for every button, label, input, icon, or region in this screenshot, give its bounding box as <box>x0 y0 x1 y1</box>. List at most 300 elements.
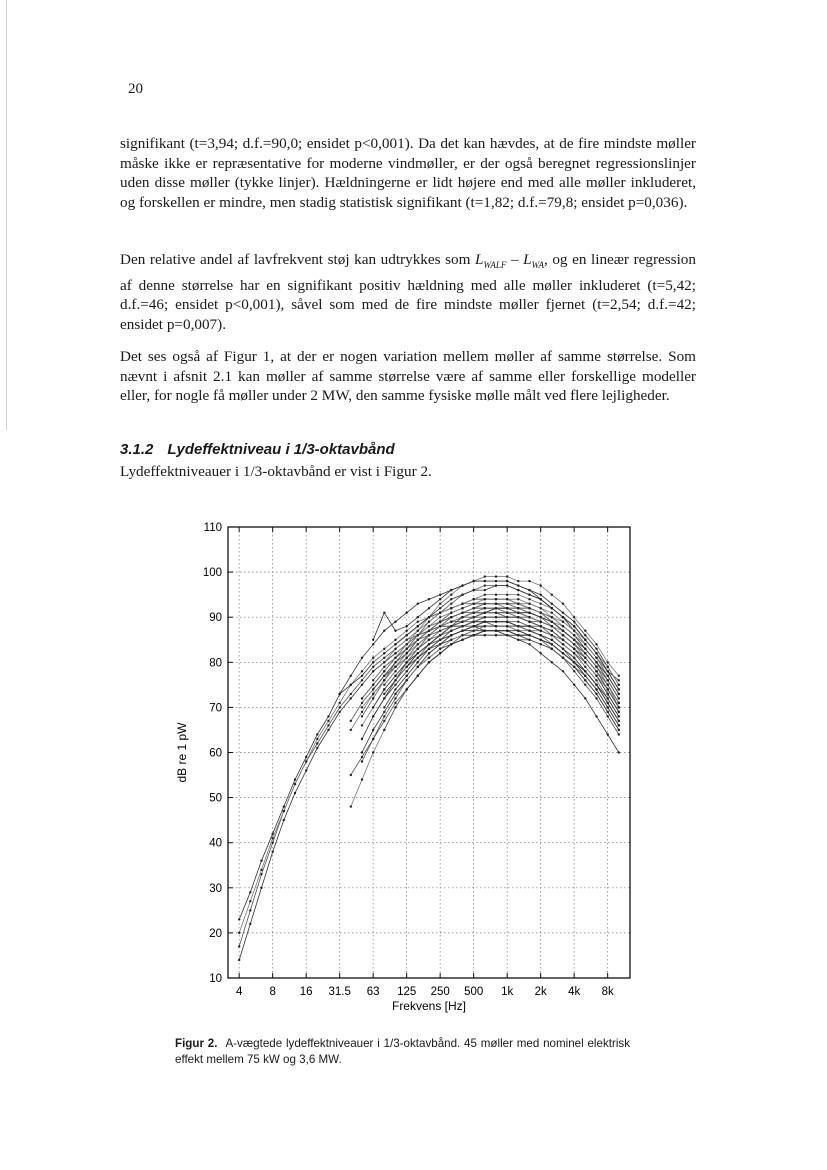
y-tick-label: 60 <box>209 747 222 760</box>
data-point <box>383 720 385 722</box>
chart-series-group <box>238 575 620 961</box>
data-point <box>595 697 597 699</box>
x-tick-label: 4 <box>235 986 243 998</box>
data-point <box>417 621 419 623</box>
data-point <box>339 702 341 704</box>
data-point <box>450 589 452 591</box>
data-point <box>595 661 597 663</box>
data-point <box>506 630 508 632</box>
paragraph-2-rest: , og en lineær regression af denne størrelse har en signifikant positiv hældning med alle møller inkluderet (t=5,42; d.f.=46; ensidet p<0,001), såvel som med de fire mindste møller fjernet (t=2,54; d.f.=42; ensidet p=0,007). <box>120 251 696 333</box>
data-point <box>249 909 251 911</box>
data-point <box>350 697 352 699</box>
data-point <box>327 715 329 717</box>
series-line <box>407 608 619 694</box>
data-point <box>406 643 408 645</box>
paragraph-3: Det ses også af Figur 1, at der er nogen variation mellem møller af samme størrelse. Som nævnt i afsnit 2.1 kan møller af samme størrelse være af samme eller forskellige modeller eller, for nogle få møller under 2 MW, den samme fysiske mølle målt ved flere lejligheder. <box>120 348 696 405</box>
data-point <box>417 652 419 654</box>
data-point <box>428 643 430 645</box>
data-point <box>439 621 441 623</box>
data-point <box>484 594 486 596</box>
data-point <box>584 643 586 645</box>
data-point <box>584 666 586 668</box>
data-point <box>484 598 486 600</box>
data-point <box>551 594 553 596</box>
data-point <box>562 621 564 623</box>
data-point <box>584 652 586 654</box>
data-point <box>350 774 352 776</box>
data-point <box>562 630 564 632</box>
data-point <box>517 584 519 586</box>
paragraph-2: Den relative andel af lavfrekvent støj kan udtrykkes som $L_{WALF} - L_{WA}$, og en lineær regression af denne størrelse har en signifikant positiv hældning med alle møller inkluderet (t=5,42; d.f.=46; ensidet p<0,001), såvel som med de fire mindste møller fjernet (t=2,54; d.f.=42; ensidet p=0,007). <box>120 251 696 333</box>
data-point <box>540 598 542 600</box>
data-point <box>361 778 363 780</box>
data-point <box>584 684 586 686</box>
data-point <box>439 594 441 596</box>
data-point <box>495 612 497 614</box>
data-point <box>484 616 486 618</box>
data-point <box>361 724 363 726</box>
data-point <box>417 603 419 605</box>
data-point <box>528 625 530 627</box>
data-point <box>473 589 475 591</box>
data-point <box>562 657 564 659</box>
data-point <box>439 634 441 636</box>
data-point <box>551 630 553 632</box>
data-point <box>517 634 519 636</box>
x-tick-label: 2k <box>534 986 547 998</box>
data-point <box>372 639 374 641</box>
data-point <box>339 706 341 708</box>
data-point <box>607 666 609 668</box>
data-point <box>562 634 564 636</box>
data-point <box>406 657 408 659</box>
data-point <box>595 652 597 654</box>
data-point <box>394 670 396 672</box>
data-point <box>428 598 430 600</box>
data-point <box>618 684 620 686</box>
data-point <box>528 643 530 645</box>
data-point <box>595 670 597 672</box>
data-point <box>595 643 597 645</box>
data-point <box>394 688 396 690</box>
data-point <box>361 751 363 753</box>
data-point <box>450 612 452 614</box>
data-point <box>506 594 508 596</box>
section-heading <box>120 441 395 458</box>
data-point <box>428 607 430 609</box>
data-point <box>428 616 430 618</box>
data-point <box>372 729 374 731</box>
data-point <box>528 634 530 636</box>
data-point <box>595 679 597 681</box>
data-point <box>461 625 463 627</box>
y-tick-label: 50 <box>209 792 222 805</box>
data-point <box>294 783 296 785</box>
data-point <box>439 643 441 645</box>
data-point <box>394 697 396 699</box>
symbol-l-wa: $L_{WA}$ <box>523 251 544 271</box>
data-point <box>417 657 419 659</box>
data-point <box>540 607 542 609</box>
data-point <box>584 630 586 632</box>
data-point <box>238 959 240 961</box>
data-point <box>517 639 519 641</box>
data-point <box>528 607 530 609</box>
data-point <box>484 580 486 582</box>
data-point <box>473 625 475 627</box>
data-point <box>506 584 508 586</box>
page-number: 20 <box>128 81 143 97</box>
data-point <box>327 729 329 731</box>
data-point <box>383 652 385 654</box>
chart-ticks <box>203 522 614 998</box>
margin-rule <box>6 0 7 430</box>
data-point <box>473 607 475 609</box>
y-tick-label: 30 <box>209 882 222 895</box>
data-point <box>305 756 307 758</box>
data-point <box>294 792 296 794</box>
data-point <box>238 918 240 920</box>
data-point <box>394 639 396 641</box>
data-point <box>528 639 530 641</box>
data-point <box>361 715 363 717</box>
data-point <box>428 652 430 654</box>
data-point <box>394 706 396 708</box>
data-point <box>439 603 441 605</box>
data-point <box>551 634 553 636</box>
data-point <box>361 706 363 708</box>
data-point <box>450 634 452 636</box>
caption-label: Figur 2. <box>175 1037 218 1050</box>
data-point <box>607 711 609 713</box>
data-point <box>383 666 385 668</box>
data-point <box>439 625 441 627</box>
data-point <box>383 697 385 699</box>
data-point <box>383 729 385 731</box>
data-point <box>607 688 609 690</box>
series-line <box>351 622 619 730</box>
x-tick-label: 125 <box>397 986 417 998</box>
data-point <box>383 706 385 708</box>
data-point <box>417 630 419 632</box>
data-point <box>417 675 419 677</box>
data-point <box>473 598 475 600</box>
data-point <box>562 639 564 641</box>
data-point <box>573 643 575 645</box>
data-point <box>439 598 441 600</box>
data-point <box>361 711 363 713</box>
data-point <box>551 648 553 650</box>
data-point <box>283 819 285 821</box>
data-point <box>506 621 508 623</box>
data-point <box>417 643 419 645</box>
data-point <box>506 625 508 627</box>
data-point <box>562 648 564 650</box>
data-point <box>383 630 385 632</box>
data-point <box>506 598 508 600</box>
data-point <box>551 616 553 618</box>
y-tick-label: 110 <box>203 522 222 534</box>
data-point <box>540 612 542 614</box>
data-point <box>450 598 452 600</box>
data-point <box>484 612 486 614</box>
data-point <box>528 589 530 591</box>
data-point <box>260 869 262 871</box>
symbol-l-walf: $L_{WALF}$ <box>475 251 507 271</box>
data-point <box>461 639 463 641</box>
data-point <box>260 873 262 875</box>
data-point <box>406 634 408 636</box>
data-point <box>383 612 385 614</box>
data-point <box>417 634 419 636</box>
data-point <box>406 670 408 672</box>
data-point <box>584 661 586 663</box>
figure-2-chart <box>160 515 680 1025</box>
data-point <box>372 706 374 708</box>
data-point <box>495 634 497 636</box>
x-axis-label: Frekvens [Hz] <box>391 999 467 1013</box>
data-point <box>607 733 609 735</box>
data-point <box>607 675 609 677</box>
data-point <box>562 625 564 627</box>
data-point <box>383 688 385 690</box>
data-point <box>573 621 575 623</box>
data-point <box>528 630 530 632</box>
data-point <box>383 679 385 681</box>
data-point <box>618 751 620 753</box>
data-point <box>551 603 553 605</box>
data-point <box>316 733 318 735</box>
data-point <box>350 720 352 722</box>
data-point <box>495 616 497 618</box>
data-point <box>249 923 251 925</box>
data-point <box>361 738 363 740</box>
data-point <box>562 603 564 605</box>
paragraph-1: signifikant (t=3,94; d.f.=90,0; ensidet p<0,001). Da det kan hævdes, at de fire mindste møller måske ikke er repræsentative for moderne vindmøller, er der også beregnet regressionslinjer uden disse møller (tykke linjer). Hældningerne er lidt højere end med alle møller inkluderet, og forskellen er mindre, men stadig statistisk signifikant (t=1,82; d.f.=79,8; ensidet p=0,036). <box>120 135 696 211</box>
data-point <box>618 688 620 690</box>
data-point <box>484 630 486 632</box>
data-point <box>417 666 419 668</box>
data-point <box>495 575 497 577</box>
data-point <box>573 648 575 650</box>
data-point <box>551 621 553 623</box>
data-point <box>618 711 620 713</box>
y-tick-label: 40 <box>209 837 222 850</box>
data-point <box>517 580 519 582</box>
data-point <box>528 580 530 582</box>
data-point <box>372 751 374 753</box>
x-tick-label: 63 <box>366 986 380 998</box>
data-point <box>540 639 542 641</box>
data-point <box>461 634 463 636</box>
data-point <box>350 693 352 695</box>
data-point <box>506 575 508 577</box>
data-point <box>406 679 408 681</box>
data-point <box>495 625 497 627</box>
data-point <box>394 648 396 650</box>
data-point <box>495 603 497 605</box>
data-point <box>406 630 408 632</box>
data-point <box>607 684 609 686</box>
section-intro: Lydeffektniveauer i 1/3-oktavbånd er vist i Figur 2. <box>120 463 432 480</box>
x-tick-label: 16 <box>299 986 313 998</box>
figure-caption <box>175 1036 630 1068</box>
data-point <box>406 625 408 627</box>
data-point <box>584 634 586 636</box>
data-point <box>372 738 374 740</box>
data-point <box>528 598 530 600</box>
data-point <box>450 625 452 627</box>
data-point <box>450 607 452 609</box>
data-point <box>540 584 542 586</box>
data-point <box>461 630 463 632</box>
data-point <box>372 666 374 668</box>
data-point <box>439 616 441 618</box>
data-point <box>406 612 408 614</box>
data-point <box>383 675 385 677</box>
data-point <box>394 666 396 668</box>
data-point <box>361 679 363 681</box>
y-tick-label: 100 <box>202 567 222 580</box>
data-point <box>484 634 486 636</box>
data-point <box>372 697 374 699</box>
data-point <box>439 612 441 614</box>
data-point <box>394 693 396 695</box>
data-point <box>484 589 486 591</box>
data-point <box>495 630 497 632</box>
data-point <box>372 657 374 659</box>
x-tick-label: 1k <box>501 986 514 998</box>
y-tick-label: 70 <box>209 702 222 715</box>
data-point <box>372 643 374 645</box>
data-point <box>551 612 553 614</box>
data-point <box>383 657 385 659</box>
data-point <box>450 594 452 596</box>
data-point <box>439 607 441 609</box>
data-point <box>618 679 620 681</box>
data-point <box>517 594 519 596</box>
data-point <box>372 661 374 663</box>
data-point <box>584 670 586 672</box>
data-point <box>540 625 542 627</box>
data-point <box>350 684 352 686</box>
data-point <box>327 724 329 726</box>
data-point <box>272 851 274 853</box>
data-point <box>316 742 318 744</box>
data-point <box>551 639 553 641</box>
data-point <box>562 643 564 645</box>
data-point <box>595 666 597 668</box>
data-point <box>473 621 475 623</box>
data-point <box>294 778 296 780</box>
data-point <box>540 643 542 645</box>
data-point <box>517 598 519 600</box>
data-point <box>339 693 341 695</box>
data-point <box>461 594 463 596</box>
data-point <box>361 684 363 686</box>
data-point <box>607 715 609 717</box>
data-point <box>573 634 575 636</box>
y-tick-label: 90 <box>209 612 222 625</box>
data-point <box>584 639 586 641</box>
data-point <box>506 580 508 582</box>
data-point <box>461 607 463 609</box>
data-point <box>517 607 519 609</box>
data-point <box>573 661 575 663</box>
data-point <box>506 616 508 618</box>
data-point <box>528 616 530 618</box>
data-point <box>618 693 620 695</box>
data-point <box>428 657 430 659</box>
data-point <box>618 715 620 717</box>
data-point <box>484 603 486 605</box>
y-tick-label: 10 <box>209 973 222 985</box>
data-point <box>383 693 385 695</box>
data-point <box>517 589 519 591</box>
series-line <box>396 586 619 690</box>
series-line <box>362 626 619 725</box>
section-title: Lydeffektniveau i 1/3-oktavbånd <box>167 441 395 458</box>
data-point <box>584 648 586 650</box>
data-point <box>573 657 575 659</box>
data-point <box>450 639 452 641</box>
data-point <box>495 594 497 596</box>
data-point <box>595 715 597 717</box>
data-point <box>428 625 430 627</box>
data-point <box>372 715 374 717</box>
data-point <box>607 693 609 695</box>
data-point <box>417 639 419 641</box>
x-tick-label: 8k <box>601 986 614 998</box>
data-point <box>484 575 486 577</box>
data-point <box>562 652 564 654</box>
data-point <box>339 711 341 713</box>
data-point <box>595 688 597 690</box>
data-point <box>551 607 553 609</box>
data-point <box>540 603 542 605</box>
data-point <box>394 675 396 677</box>
data-point <box>618 675 620 677</box>
data-point <box>283 810 285 812</box>
data-point <box>394 702 396 704</box>
data-point <box>562 612 564 614</box>
data-point <box>406 675 408 677</box>
data-point <box>484 584 486 586</box>
data-point <box>417 661 419 663</box>
data-point <box>528 594 530 596</box>
data-point <box>394 621 396 623</box>
data-point <box>573 630 575 632</box>
data-point <box>506 634 508 636</box>
data-point <box>305 760 307 762</box>
data-point <box>394 630 396 632</box>
data-point <box>305 769 307 771</box>
data-point <box>551 625 553 627</box>
data-point <box>394 657 396 659</box>
data-point <box>595 675 597 677</box>
x-tick-label: 31.5 <box>328 986 351 998</box>
data-point <box>584 697 586 699</box>
data-point <box>439 639 441 641</box>
data-point <box>461 621 463 623</box>
data-point <box>484 625 486 627</box>
data-point <box>607 706 609 708</box>
data-point <box>573 666 575 668</box>
data-point <box>260 887 262 889</box>
data-point <box>573 684 575 686</box>
data-point <box>461 612 463 614</box>
series-line <box>384 626 619 716</box>
